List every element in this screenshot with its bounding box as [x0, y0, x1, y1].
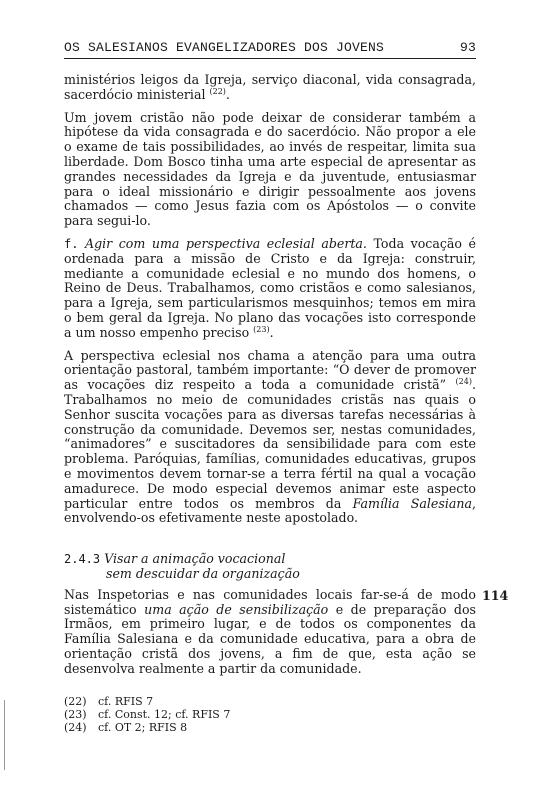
section-title-line-1: Visar a animação vocacional: [104, 551, 286, 567]
paragraph-114: Nas Inspetorias e nas comunidades locais far-se-á de modo sistemático uma ação de sensibilização e de preparação dos Irmãos, em primeiro lugar, e de todos os componentes da Família Salesiana e da comunidade educativa, para a obra de orientação cristã dos jovens, a fim de que, esta ação se desenvolva realmente a partir da comunidade.: [64, 586, 476, 676]
header-title: OS SALESIANOS EVANGELIZADORES DOS JOVENS: [64, 40, 385, 55]
paragraph-1: ministérios leigos da Igreja, serviço diaconal, vida consagrada, sacerdócio ministerial $^{(22)}$.: [64, 72, 476, 102]
section-number: 2.4.3: [64, 552, 101, 567]
page-number: 93: [459, 40, 476, 55]
item-letter: f.: [64, 236, 79, 251]
paragraph-4: A perspectiva eclesial nos chama a atenção para uma outra orientação pastoral, também importante: “O dever de promover as vocações diz respeito a toda a comunidade cristã” $^{(24)}$. Trabalhamos no meio de comunidades cristãs nas quais o Senhor suscita vocações para as diversas tarefas necessárias à construção da comunidade. Devemos ser, nestas comunidades, “animadores” e suscitadores da sensibilidade para com este problema. Paróquias, famílias, comunidades educativas, grupos e movimentos devem tornar-se a terra fértil na qual a vocação amadurece. De modo especial devemos animar este aspecto particular entre todos os membros da Família Salesiana, envolvendo-os efetivamente neste apostolado.: [64, 347, 476, 526]
running-header: [64, 40, 476, 59]
margin-number: 114: [482, 587, 509, 603]
section-title-line-2: sem descuidar da organização: [106, 565, 300, 581]
paragraph-2: Um jovem cristão não pode deixar de considerar também a hipótese da vida consagrada e do sacerdócio. Não propor a ele o exame de tais possibilidades, ao invés de respeitar, limita sua liberdade. Dom Bosco tinha uma arte especial de apresentar as grandes necessidades da Igreja e da juventude, entusiasmar para o ideal missionário e dirigir pessoalmente aos jovens chamados — como Jesus fazia com os Apóstolos — o convite para segui-lo.: [64, 109, 476, 229]
footnotes: [64, 696, 476, 734]
paragraph-114-block: [64, 586, 509, 677]
footnote-ref-23[interactable]: (23): [253, 324, 270, 334]
footnote-24: (24) cf. OT 2; RFIS 8: [64, 720, 188, 734]
scan-edge-mark: [4, 700, 5, 770]
paragraph-3: f. Agir com uma perspectiva eclesial aberta. Toda vocação é ordenada para a missão de Cristo e da Igreja: construir, mediante a comunidade eclesial e no mundo dos homens, o Reino de Deus. Trabalhamos, como cristãos e como salesianos, para a Igreja, sem particularismos mesquinhos; temos em mira o bem geral da Igreja. No plano das vocações isto corresponde a um nosso empenho preciso $^{(23)}$.: [64, 235, 477, 340]
page: [64, 40, 509, 734]
footnote-ref-22[interactable]: (22): [209, 86, 226, 96]
footnote-23: (23) cf. Const. 12; cf. RFIS 7: [64, 708, 231, 722]
sensibilizacao-italic: uma ação de sensibilização: [144, 601, 329, 617]
section-heading: [64, 552, 476, 582]
footnote-22: (22) cf. RFIS 7: [64, 695, 154, 709]
footnote-ref-24[interactable]: (24): [455, 376, 472, 386]
item-title: Agir com uma perspectiva eclesial aberta.: [85, 235, 367, 251]
familia-salesiana-italic: Família Salesiana: [352, 495, 472, 511]
